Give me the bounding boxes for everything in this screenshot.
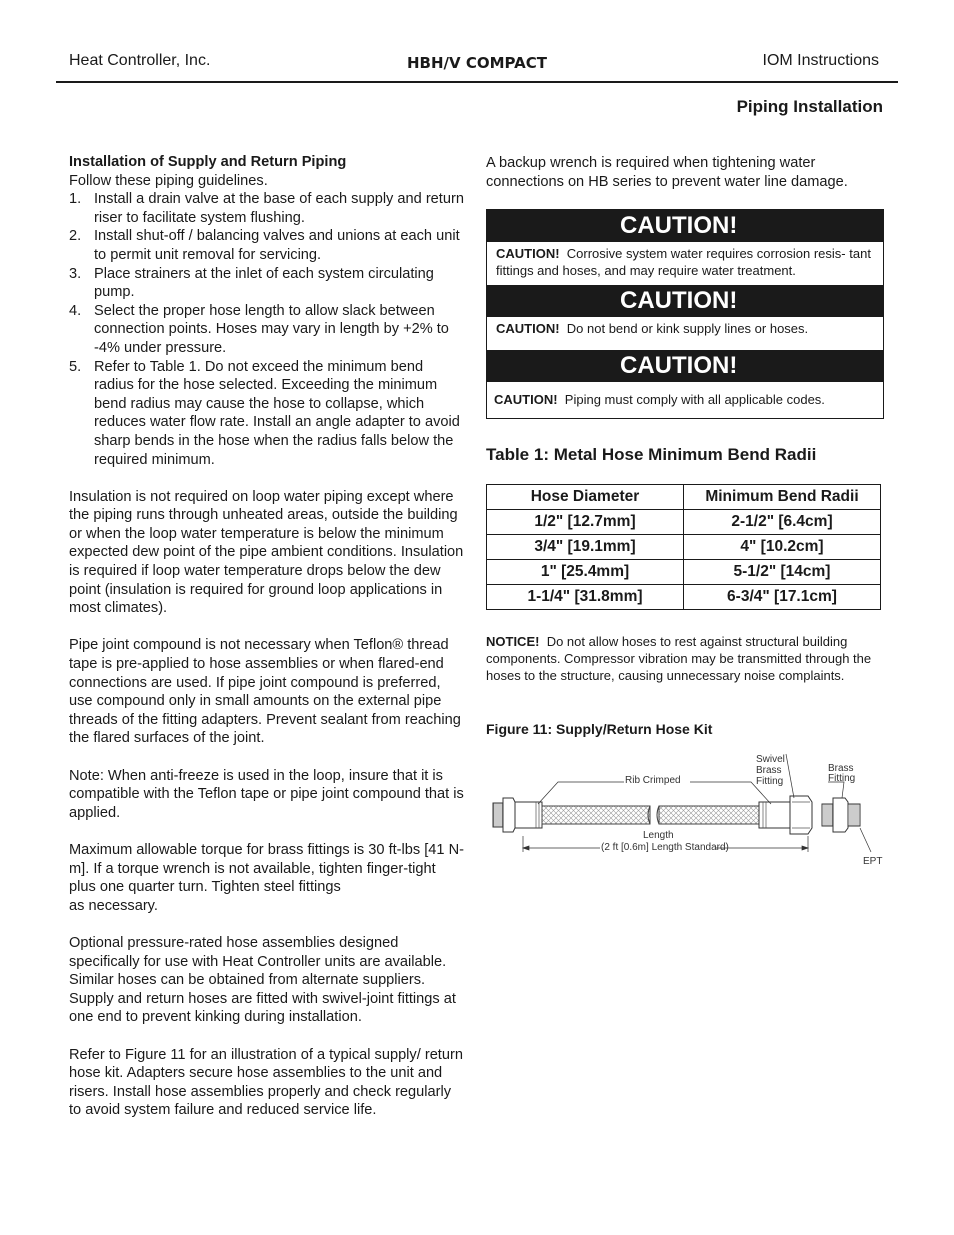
list-text: Install shut-off / balancing valves and unions at each unit to permit unit removal for servicing.	[94, 228, 460, 263]
caution-message: Corrosive system water requires corrosion resis- tant fittings and hoses, and may require water treatment.	[496, 246, 871, 278]
figure-reference-paragraph: Refer to Figure 11 for an illustration of a typical supply/ return hose kit. Adapters secure hose assemblies to the unit and risers. Install hose assemblies properly and check regularly to avoid system failure and reduced service life.	[69, 1046, 463, 1119]
notice-label: NOTICE!	[486, 634, 540, 649]
wrench-paragraph: A backup wrench is required when tightening water connections on HB series to prevent water line damage.	[486, 155, 848, 190]
header-rule	[56, 81, 898, 83]
list-number: 2.	[69, 228, 82, 245]
notice-text: Do not allow hoses to rest against structural building components. Compressor vibration may be transmitted through the hoses to the structure, causing unnecessary noise complaints.	[486, 634, 872, 683]
caution-label: CAUTION!	[496, 321, 560, 336]
hoses-paragraph: Optional pressure-rated hose assemblies designed specifically for use with Heat Controller units are available. Similar hoses can be obtained from alternate suppliers. Supply and return hoses are fitted with swivel-joint fittings at one end to prevent kinking during installation.	[69, 934, 456, 1026]
caution-text	[496, 320, 875, 337]
table-cell: 1-1/4" [31.8mm]	[487, 585, 684, 610]
list-text: Select the proper hose length to allow slack between connection points. Hoses may vary in length by +2% to -4% under pressure.	[94, 302, 449, 356]
insulation-paragraph: Insulation is not required on loop water piping except where the piping runs through unheated areas, outside the building or when the loop water temperature is below the minimum expected dew point of the pipe ambient conditions. Insulation is required if loop water temperature drops below the dew point (insulation is required for ground loop applications in most climates).	[69, 488, 464, 617]
list-item	[69, 358, 464, 470]
section-title: Piping Installation	[736, 97, 883, 116]
guideline-list	[69, 190, 464, 469]
label-length-2: (2 ft [0.6m] Length Standard)	[601, 842, 729, 853]
caution-bar: CAUTION!	[487, 350, 883, 382]
label-swivel-1: Swivel	[756, 754, 785, 765]
table-cell: 4" [10.2cm]	[684, 535, 881, 560]
label-ept: EPT	[863, 856, 883, 867]
list-text: Refer to Table 1. Do not exceed the minimum bend radius for the hose selected. Exceeding the minimum bend radius may cause the hose to collapse, which reduces water flow rate. Install an angle adapter to avoid sharp bends in the hose when the radius falls below the required minimum.	[94, 358, 460, 468]
table-cell: 2-1/2" [6.4cm]	[684, 510, 881, 535]
caution-message: Piping must comply with all applicable codes.	[564, 392, 825, 407]
table-header-row	[487, 485, 881, 510]
hose-body	[542, 806, 759, 824]
antifreeze-paragraph: Note: When anti-freeze is used in the loop, insure that it is compatible with the Teflon tape or pipe joint compound that is applied.	[69, 767, 464, 821]
torque-paragraph	[69, 841, 464, 915]
table-cell: 1/2" [12.7mm]	[487, 510, 684, 535]
column-header: Hose Diameter	[487, 485, 684, 510]
label-brass-1: Brass	[828, 763, 854, 774]
list-item	[69, 190, 464, 227]
label-swivel-2: Brass	[756, 765, 782, 776]
piping-intro: Follow these piping guidelines.	[69, 172, 268, 189]
list-number: 1.	[69, 191, 82, 208]
caution-text	[494, 391, 875, 408]
column-header: Minimum Bend Radii	[684, 485, 881, 510]
label-swivel-3: Fitting	[756, 776, 784, 787]
list-number: 5.	[69, 358, 82, 375]
table-cell: 5-1/2" [14cm]	[684, 560, 881, 585]
caution-text	[496, 245, 875, 279]
table-row	[487, 560, 881, 585]
caution-bar: CAUTION!	[487, 210, 883, 242]
list-number: 4.	[69, 302, 82, 319]
table-row	[487, 585, 881, 610]
brass-fitting	[822, 798, 860, 832]
table-row	[487, 510, 881, 535]
caution-message: Do not bend or kink supply lines or hoses.	[566, 321, 809, 336]
compound-paragraph: Pipe joint compound is not necessary when Teflon® thread tape is pre-applied to hose assemblies or when flared-end connections are used. If pipe joint compound is preferred, use compound only in small amounts on the external pipe threads of the fitting adapters. Prevent sealant from reaching the flared surfaces of the joint.	[69, 637, 461, 747]
header-left: Heat Controller, Inc.	[69, 52, 211, 69]
caution-bar: CAUTION!	[487, 285, 883, 317]
torque-text: Maximum allowable torque for brass fittings is 30 ft-lbs [41 N-m]. If a torque wrench is not available, tighten finger-tight plus one quarter turn. Tighten steel fittings	[69, 841, 464, 896]
table-cell: 3/4" [19.1mm]	[487, 535, 684, 560]
list-item	[69, 265, 464, 302]
hose-kit-figure	[486, 748, 896, 878]
notice-paragraph	[486, 634, 876, 684]
left-column	[69, 153, 464, 1120]
list-item	[69, 227, 464, 264]
label-brass-2: Fitting	[828, 773, 856, 784]
caution-label: CAUTION!	[496, 246, 560, 261]
table-row	[487, 535, 881, 560]
list-text: Install a drain valve at the base of each supply and return riser to facilitate system flushing.	[94, 191, 464, 226]
bend-radii-table	[486, 484, 881, 610]
piping-heading: Installation of Supply and Return Piping	[69, 154, 347, 170]
label-length-1: Length	[643, 830, 674, 841]
header-right: IOM Instructions	[762, 52, 879, 69]
leader-lines	[538, 754, 871, 852]
caution-box	[486, 209, 884, 419]
torque-text-end: as necessary.	[69, 897, 158, 914]
hose-left-fitting	[493, 798, 542, 832]
figure-title: Figure 11: Supply/Return Hose Kit	[486, 721, 713, 737]
list-number: 3.	[69, 265, 82, 282]
list-item	[69, 302, 464, 358]
swivel-fitting	[759, 796, 812, 834]
header-center: HBH/V COMPACT	[406, 54, 547, 72]
table-cell: 1" [25.4mm]	[487, 560, 684, 585]
table-title: Table 1: Metal Hose Minimum Bend Radii	[486, 445, 817, 464]
label-rib-crimped: Rib Crimped	[625, 775, 681, 786]
table-cell: 6-3/4" [17.1cm]	[684, 585, 881, 610]
caution-label: CAUTION!	[494, 392, 558, 407]
list-text: Place strainers at the inlet of each system circulating pump.	[94, 265, 434, 301]
